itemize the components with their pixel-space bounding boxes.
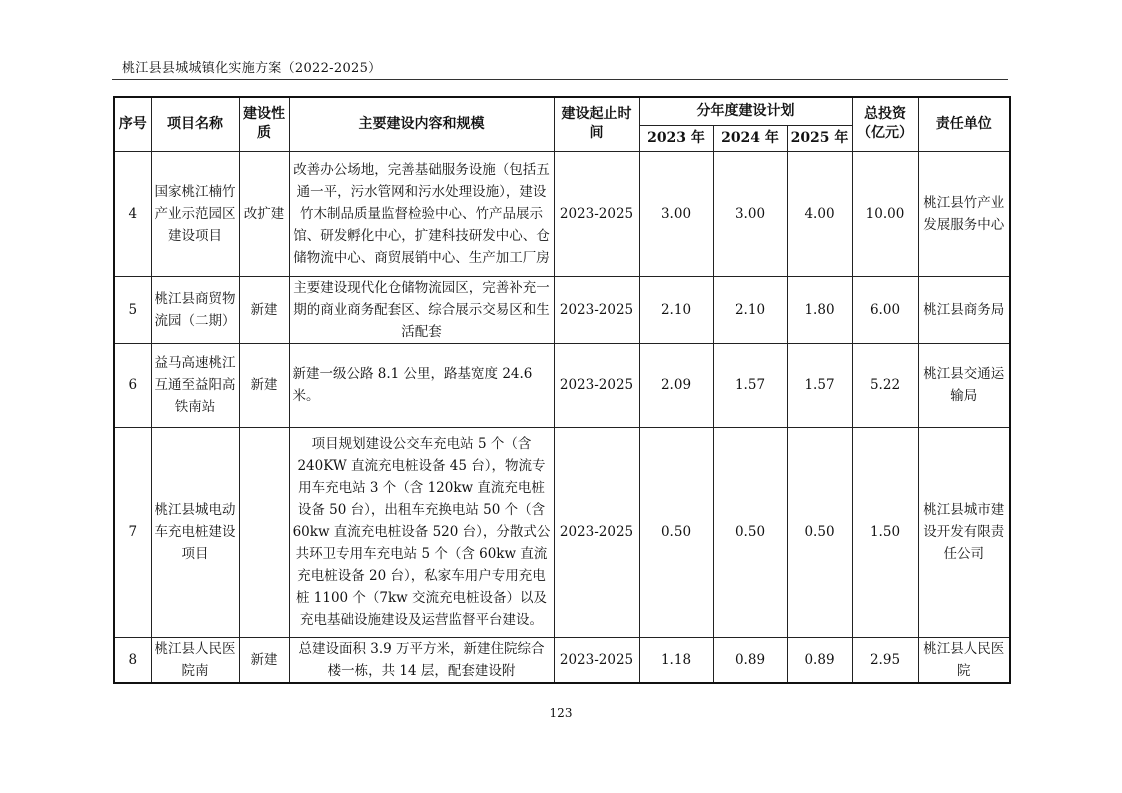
col-header-name: 项目名称 (151, 97, 239, 151)
header-rule (112, 79, 1008, 80)
cell-unit: 桃江县人民医院 (918, 637, 1010, 683)
cell-name: 桃江县城电动车充电桩建设项目 (151, 427, 239, 637)
cell-unit: 桃江县商务局 (918, 276, 1010, 343)
cell-seq: 4 (114, 151, 151, 276)
col-header-2023: 2023 年 (639, 125, 713, 151)
cell-total: 2.95 (852, 637, 918, 683)
cell-2023: 0.50 (639, 427, 713, 637)
cell-period: 2023-2025 (554, 637, 639, 683)
cell-2023: 2.10 (639, 276, 713, 343)
cell-unit: 桃江县竹产业发展服务中心 (918, 151, 1010, 276)
page-number: 123 (549, 706, 573, 720)
cell-2025: 1.57 (787, 343, 852, 427)
cell-seq: 6 (114, 343, 151, 427)
col-header-nature: 建设性质 (239, 97, 289, 151)
cell-2024: 2.10 (713, 276, 787, 343)
cell-seq: 7 (114, 427, 151, 637)
cell-2023: 3.00 (639, 151, 713, 276)
cell-content: 项目规划建设公交车充电站 5 个（含 240KW 直流充电桩设备 45 台），物流专用车充电站 3 个（含 120kw 直流充电桩设备 50 台），出租车充换电站 50 个（含 60kw 直流充电桩设备 520 台），分散式公共环卫专用车充电站 5 个（含 60kw 直流充电桩设备 20 台），私家车用户专用充电桩 1100 个（7kw 交流充电桩设备）以及充电基础设施建设及运营监督平台建设。 (289, 427, 554, 637)
col-header-2024: 2024 年 (713, 125, 787, 151)
running-header: 桃江县县城城镇化实施方案（2022-2025） (122, 61, 382, 76)
cell-unit: 桃江县交通运输局 (918, 343, 1010, 427)
table-row (114, 427, 1010, 637)
col-header-unit: 责任单位 (918, 97, 1010, 151)
cell-total: 5.22 (852, 343, 918, 427)
cell-nature: 新建 (239, 637, 289, 683)
cell-2024: 3.00 (713, 151, 787, 276)
cell-2025: 1.80 (787, 276, 852, 343)
cell-name: 桃江县商贸物流园（二期） (151, 276, 239, 343)
cell-period: 2023-2025 (554, 343, 639, 427)
project-table (113, 96, 1011, 684)
cell-seq: 8 (114, 637, 151, 683)
table-row (114, 343, 1010, 427)
cell-name: 益马高速桃江互通至益阳高铁南站 (151, 343, 239, 427)
cell-total: 1.50 (852, 427, 918, 637)
col-header-annual-plan: 分年度建设计划 (639, 97, 852, 125)
table-row (114, 276, 1010, 343)
table-row (114, 637, 1010, 683)
cell-nature: 新建 (239, 276, 289, 343)
cell-period: 2023-2025 (554, 276, 639, 343)
cell-period: 2023-2025 (554, 427, 639, 637)
cell-2023: 2.09 (639, 343, 713, 427)
table-row (114, 151, 1010, 276)
cell-name: 桃江县人民医院南 (151, 637, 239, 683)
cell-2025: 4.00 (787, 151, 852, 276)
col-header-seq: 序号 (114, 97, 151, 151)
cell-content: 总建设面积 3.9 万平方米，新建住院综合楼一栋，共 14 层，配套建设附 (289, 637, 554, 683)
cell-total: 10.00 (852, 151, 918, 276)
cell-2023: 1.18 (639, 637, 713, 683)
cell-nature: 改扩建 (239, 151, 289, 276)
col-header-total: 总投资（亿元） (852, 97, 918, 151)
cell-2025: 0.89 (787, 637, 852, 683)
cell-content: 主要建设现代化仓储物流园区，完善补充一期的商业商务配套区、综合展示交易区和生活配套 (289, 276, 554, 343)
cell-nature: 新建 (239, 343, 289, 427)
cell-total: 6.00 (852, 276, 918, 343)
cell-nature (239, 427, 289, 637)
col-header-content: 主要建设内容和规模 (289, 97, 554, 151)
cell-period: 2023-2025 (554, 151, 639, 276)
cell-2024: 0.89 (713, 637, 787, 683)
cell-2025: 0.50 (787, 427, 852, 637)
cell-seq: 5 (114, 276, 151, 343)
cell-content: 新建一级公路 8.1 公里，路基宽度 24.6 米。 (289, 343, 554, 427)
col-header-2025: 2025 年 (787, 125, 852, 151)
cell-2024: 1.57 (713, 343, 787, 427)
cell-content: 改善办公场地，完善基础服务设施（包括五通一平，污水管网和污水处理设施），建设竹木制品质量监督检验中心、竹产品展示馆、研发孵化中心，扩建科技研发中心、仓储物流中心、商贸展销中心、生产加工厂房 (289, 151, 554, 276)
col-header-period: 建设起止时间 (554, 97, 639, 151)
cell-name: 国家桃江楠竹产业示范园区建设项目 (151, 151, 239, 276)
cell-unit: 桃江县城市建设开发有限责任公司 (918, 427, 1010, 637)
cell-2024: 0.50 (713, 427, 787, 637)
